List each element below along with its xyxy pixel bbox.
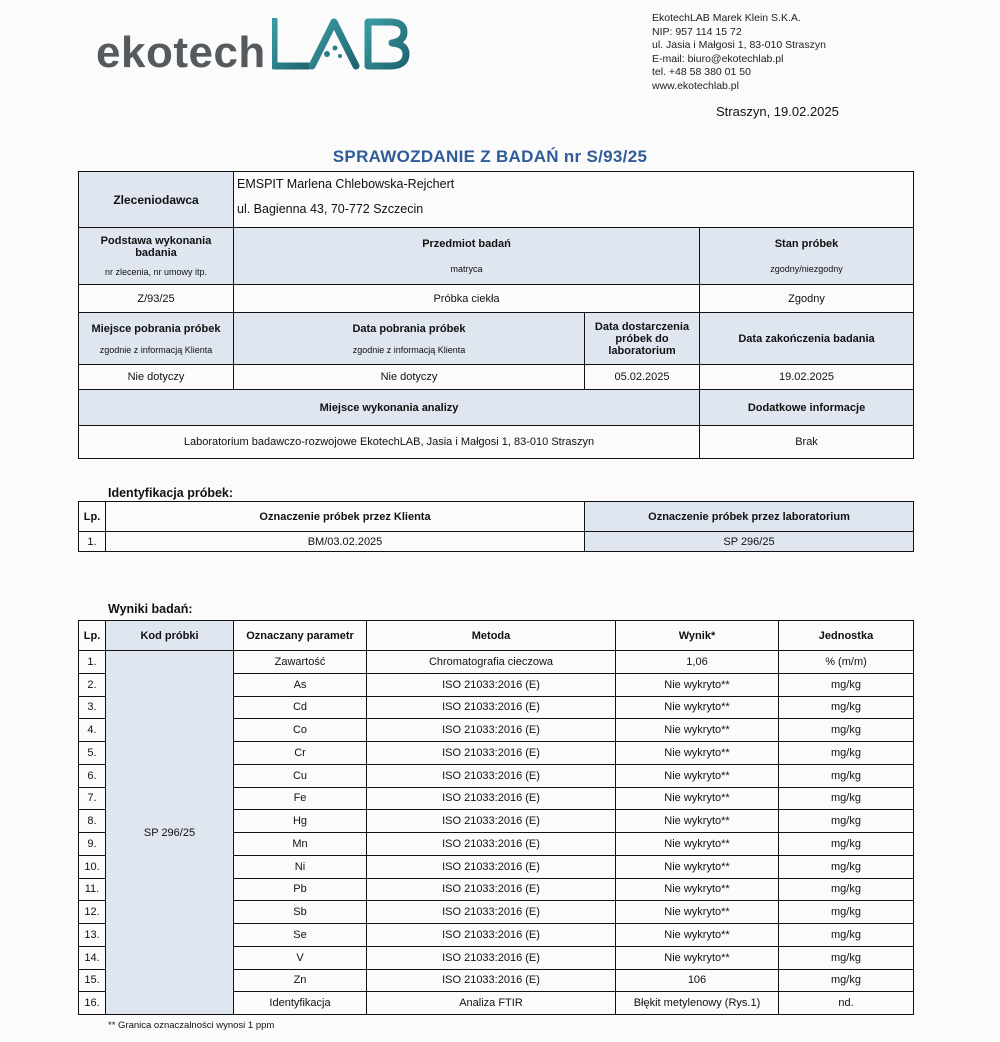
completion-value: 19.02.2025 bbox=[700, 365, 914, 390]
basis-header bbox=[79, 228, 234, 285]
row-method: ISO 21033:2016 (E) bbox=[367, 696, 616, 719]
id-row-lp: 1. bbox=[79, 532, 106, 552]
row-unit: mg/kg bbox=[779, 810, 914, 833]
basis-sub: nr zlecenia, nr umowy itp. bbox=[104, 267, 208, 277]
row-lp: 2. bbox=[79, 673, 106, 696]
client-name: EMSPIT Marlena Chlebowska-Rejchert bbox=[237, 177, 455, 191]
row-method: Chromatografia cieczowa bbox=[367, 651, 616, 674]
row-lp: 9. bbox=[79, 833, 106, 856]
row-param: Co bbox=[234, 719, 367, 742]
row-param: Fe bbox=[234, 787, 367, 810]
table-row bbox=[79, 651, 914, 674]
results-table bbox=[78, 620, 914, 1015]
extra-info-value: Brak bbox=[700, 426, 914, 459]
sampling-place-value: Nie dotyczy bbox=[79, 365, 234, 390]
sampling-place-label: Miejsce pobrania próbek bbox=[91, 322, 221, 335]
row-param: Cr bbox=[234, 742, 367, 765]
basis-label: Podstawa wykonania badania bbox=[100, 235, 212, 259]
row-unit: mg/kg bbox=[779, 673, 914, 696]
company-info bbox=[652, 12, 826, 93]
company-name: EkotechLAB Marek Klein S.K.A. bbox=[652, 12, 801, 24]
row-lp: 5. bbox=[79, 742, 106, 765]
results-col-lp: Lp. bbox=[79, 621, 106, 651]
row-result: Nie wykryto** bbox=[616, 878, 779, 901]
row-method: Analiza FTIR bbox=[367, 992, 616, 1015]
company-address: ul. Jasia i Małgosi 1, 83-010 Straszyn bbox=[652, 39, 826, 51]
completion-label: Data zakończenia badania bbox=[700, 313, 914, 365]
row-unit: mg/kg bbox=[779, 924, 914, 947]
row-param: Zn bbox=[234, 969, 367, 992]
row-lp: 12. bbox=[79, 901, 106, 924]
row-result: Nie wykryto** bbox=[616, 719, 779, 742]
id-col-lab: Oznaczenie próbek przez laboratorium bbox=[585, 502, 914, 532]
sampling-place-header bbox=[79, 313, 234, 365]
results-col-code: Kod próbki bbox=[106, 621, 234, 651]
row-param: Cd bbox=[234, 696, 367, 719]
identification-table bbox=[78, 501, 914, 552]
results-col-param: Oznaczany parametr bbox=[234, 621, 367, 651]
row-param: Cu bbox=[234, 764, 367, 787]
footnote: ** Granica oznaczalności wynosi 1 ppm bbox=[108, 1020, 275, 1031]
row-unit: mg/kg bbox=[779, 719, 914, 742]
results-body bbox=[79, 651, 914, 1015]
row-param: As bbox=[234, 673, 367, 696]
row-method: ISO 21033:2016 (E) bbox=[367, 719, 616, 742]
row-result: Nie wykryto** bbox=[616, 742, 779, 765]
id-col-lp: Lp. bbox=[79, 502, 106, 532]
sampling-place-sub: zgodnie z informacją Klienta bbox=[99, 344, 213, 355]
sampling-date-header bbox=[234, 313, 585, 365]
row-lp: 4. bbox=[79, 719, 106, 742]
row-method: ISO 21033:2016 (E) bbox=[367, 833, 616, 856]
row-lp: 8. bbox=[79, 810, 106, 833]
subject-sub: matryca bbox=[450, 264, 483, 274]
row-result: Nie wykryto** bbox=[616, 673, 779, 696]
row-method: ISO 21033:2016 (E) bbox=[367, 878, 616, 901]
row-method: ISO 21033:2016 (E) bbox=[367, 969, 616, 992]
row-unit: mg/kg bbox=[779, 833, 914, 856]
state-value: Zgodny bbox=[700, 285, 914, 313]
row-result: 106 bbox=[616, 969, 779, 992]
id-col-client: Oznaczenie próbek przez Klienta bbox=[106, 502, 585, 532]
row-param: Pb bbox=[234, 878, 367, 901]
row-result: Błękit metylenowy (Rys.1) bbox=[616, 992, 779, 1015]
row-param: Mn bbox=[234, 833, 367, 856]
state-header bbox=[700, 228, 914, 285]
logo-text: ekotech bbox=[96, 28, 266, 77]
row-lp: 10. bbox=[79, 855, 106, 878]
row-lp: 6. bbox=[79, 764, 106, 787]
logo-lab-mark bbox=[272, 18, 438, 70]
info-table bbox=[78, 171, 914, 459]
row-result: Nie wykryto** bbox=[616, 696, 779, 719]
row-result: 1,06 bbox=[616, 651, 779, 674]
row-result: Nie wykryto** bbox=[616, 810, 779, 833]
client-address: ul. Bagienna 43, 70-772 Szczecin bbox=[237, 202, 424, 216]
id-row-client: BM/03.02.2025 bbox=[106, 532, 585, 552]
sampling-date-sub: zgodnie z informacją Klienta bbox=[352, 344, 466, 355]
row-param: Zawartość bbox=[234, 651, 367, 674]
place-date: Straszyn, 19.02.2025 bbox=[716, 104, 839, 119]
row-method: ISO 21033:2016 (E) bbox=[367, 764, 616, 787]
row-lp: 11. bbox=[79, 878, 106, 901]
row-lp: 7. bbox=[79, 787, 106, 810]
row-method: ISO 21033:2016 (E) bbox=[367, 787, 616, 810]
results-col-unit: Jednostka bbox=[779, 621, 914, 651]
company-nip: NIP: 957 114 15 72 bbox=[652, 25, 742, 38]
analysis-place-label: Miejsce wykonania analizy bbox=[79, 390, 700, 426]
subject-value: Próbka ciekła bbox=[234, 285, 700, 313]
company-phone: tel. +48 58 380 01 50 bbox=[652, 66, 751, 78]
row-lp: 15. bbox=[79, 969, 106, 992]
row-method: ISO 21033:2016 (E) bbox=[367, 855, 616, 878]
row-param: Ni bbox=[234, 855, 367, 878]
row-result: Nie wykryto** bbox=[616, 946, 779, 969]
row-lp: 16. bbox=[79, 992, 106, 1015]
row-unit: mg/kg bbox=[779, 901, 914, 924]
delivery-label: Data dostarczenia próbek do laboratorium bbox=[585, 313, 700, 365]
sampling-date-value: Nie dotyczy bbox=[234, 365, 585, 390]
subject-label: Przedmiot badań bbox=[422, 238, 511, 250]
row-unit: mg/kg bbox=[779, 855, 914, 878]
row-method: ISO 21033:2016 (E) bbox=[367, 673, 616, 696]
row-unit: mg/kg bbox=[779, 946, 914, 969]
extra-info-label: Dodatkowe informacje bbox=[700, 390, 914, 426]
row-param: V bbox=[234, 946, 367, 969]
sample-code-cell: SP 296/25 bbox=[106, 651, 234, 1015]
basis-value: Z/93/25 bbox=[79, 285, 234, 313]
row-method: ISO 21033:2016 (E) bbox=[367, 924, 616, 947]
state-sub: zgodny/niezgodny bbox=[770, 264, 843, 274]
sampling-date-label: Data pobrania próbek bbox=[352, 322, 466, 335]
row-param: Identyfikacja bbox=[234, 992, 367, 1015]
results-col-result: Wynik* bbox=[616, 621, 779, 651]
analysis-place-value: Laboratorium badawczo-rozwojowe EkotechLAB, Jasia i Małgosi 1, 83-010 Straszyn bbox=[79, 426, 700, 459]
results-col-method: Metoda bbox=[367, 621, 616, 651]
state-label: Stan próbek bbox=[774, 238, 839, 250]
row-result: Nie wykryto** bbox=[616, 924, 779, 947]
row-result: Nie wykryto** bbox=[616, 901, 779, 924]
row-method: ISO 21033:2016 (E) bbox=[367, 742, 616, 765]
row-result: Nie wykryto** bbox=[616, 764, 779, 787]
results-heading: Wyniki badań: bbox=[108, 602, 193, 616]
row-param: Hg bbox=[234, 810, 367, 833]
row-lp: 13. bbox=[79, 924, 106, 947]
row-method: ISO 21033:2016 (E) bbox=[367, 810, 616, 833]
row-param: Se bbox=[234, 924, 367, 947]
report-title: SPRAWOZDANIE Z BADAŃ nr S/93/25 bbox=[332, 147, 648, 166]
row-unit: mg/kg bbox=[779, 878, 914, 901]
row-unit: mg/kg bbox=[779, 969, 914, 992]
svg-text:LAB: LAB bbox=[372, 38, 374, 39]
row-param: Sb bbox=[234, 901, 367, 924]
id-row-lab: SP 296/25 bbox=[585, 532, 914, 552]
row-lp: 1. bbox=[79, 651, 106, 674]
row-lp: 3. bbox=[79, 696, 106, 719]
company-website: www.ekotechlab.pl bbox=[652, 79, 739, 92]
row-unit: % (m/m) bbox=[779, 651, 914, 674]
row-unit: mg/kg bbox=[779, 764, 914, 787]
delivery-value: 05.02.2025 bbox=[585, 365, 700, 390]
row-result: Nie wykryto** bbox=[616, 833, 779, 856]
row-unit: nd. bbox=[779, 992, 914, 1015]
row-result: Nie wykryto** bbox=[616, 855, 779, 878]
row-method: ISO 21033:2016 (E) bbox=[367, 901, 616, 924]
client-cell bbox=[234, 172, 914, 228]
row-method: ISO 21033:2016 (E) bbox=[367, 946, 616, 969]
row-unit: mg/kg bbox=[779, 696, 914, 719]
company-email: E-mail: biuro@ekotechlab.pl bbox=[652, 52, 784, 65]
row-unit: mg/kg bbox=[779, 742, 914, 765]
row-lp: 14. bbox=[79, 946, 106, 969]
subject-header bbox=[234, 228, 700, 285]
identification-heading: Identyfikacja próbek: bbox=[108, 486, 234, 500]
row-unit: mg/kg bbox=[779, 787, 914, 810]
client-label: Zleceniodawca bbox=[79, 172, 234, 228]
row-result: Nie wykryto** bbox=[616, 787, 779, 810]
